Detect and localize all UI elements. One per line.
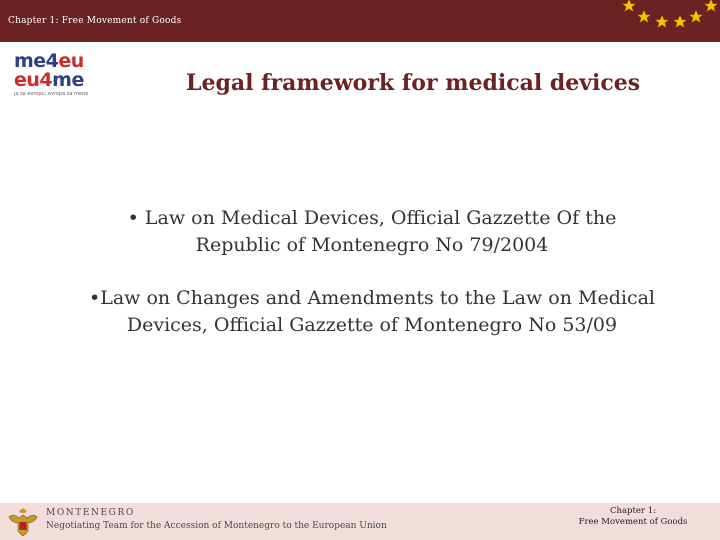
footer-chapter-line1: Chapter 1:	[610, 506, 656, 516]
logo-tagline: ja za evropu, evropa za mene	[14, 91, 89, 97]
logo-line-1: me4eu	[14, 50, 84, 72]
footer-team: Negotiating Team for the Accession of Montenegro to the European Union	[46, 521, 387, 531]
footer-chapter	[566, 506, 700, 528]
footer-chapter-line2: Free Movement of Goods	[578, 517, 688, 527]
header-bar	[0, 0, 720, 42]
bullet-list	[88, 205, 656, 339]
slide-title: Legal framework for medical devices	[186, 70, 641, 96]
logo-line-2: eu4me	[14, 69, 84, 91]
header-chapter-title: Chapter 1: Free Movement of Goods	[8, 16, 182, 26]
eu-stars-icon	[600, 0, 720, 42]
bullet-item: • Law on Medical Devices, Official Gazzette Of the Republic of Montenegro No 79/2004	[127, 207, 617, 256]
bullet-item: •Law on Changes and Amendments to the Law on Medical Devices, Official Gazzette of Montenegro No 53/09	[89, 287, 655, 336]
montenegro-coat-of-arms-icon	[6, 505, 40, 539]
me4eu-logo	[14, 52, 114, 100]
footer-country: MONTENEGRO	[46, 508, 135, 518]
